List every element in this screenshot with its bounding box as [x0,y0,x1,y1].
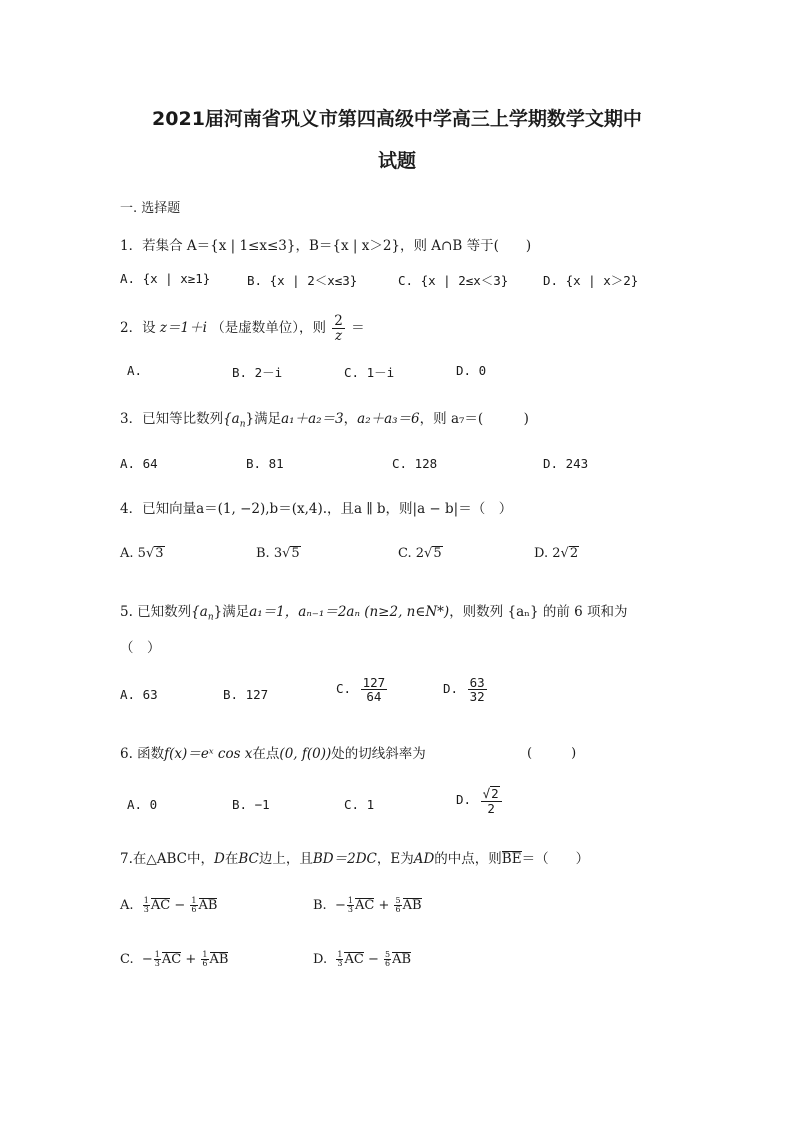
q2-frac-num: 2 [334,313,343,329]
q4-d-coef: 2 [552,546,561,561]
q4-parallel: a ∥ b [354,501,386,517]
section-heading: 一. 选择题 [120,201,181,216]
q1-option-a: A. {x | x≥1} [120,271,211,286]
q6-func: f(x)＝eˣ cos x [164,746,253,762]
q4-b-letter: B. [256,546,270,561]
q2-note: （是虚数单位），则 [211,320,326,337]
q5-b-letter: B. [223,687,239,702]
q1-option-c: C. {x | 2≤x＜3} [398,273,509,288]
q3-ask: ，则 a₇＝( ) [419,411,529,427]
q7-c-n1: 1 [154,950,160,959]
question-1-stem: 1．若集合 A＝{x | 1≤x≤3}，B＝{x | x＞2}，则 A∩B 等于( ) [120,238,532,254]
q5-seq-a: {a [191,604,208,620]
q7-p7: AD [413,851,435,867]
q5-option-a [120,687,158,702]
q4-b-radicand: 5 [291,546,300,561]
q7-b-vec2: AB [402,898,422,913]
q4-c-radicand: 5 [433,546,442,561]
q6-a-value: 0 [149,797,158,812]
q7-a-op: − [174,898,186,913]
q2-z-def: z＝1＋i [159,320,207,337]
q2-option-a: A. [127,363,143,378]
q6-ask: 处的切线斜率为 [331,746,426,762]
q7-b-letter: B. [313,898,327,913]
q6-option-b [232,797,270,812]
q7-b-frac1 [347,897,354,914]
q5-seq [191,604,223,623]
q5-option-c [336,676,389,703]
q7-b-n2: 5 [395,896,401,905]
question-7-stem [120,847,589,867]
q3-seq-close: } [245,411,255,427]
q6-option-c [344,797,374,812]
q7-option-c [120,951,228,968]
q3-c2: a₂＋a₃＝6 [357,411,420,427]
q5-cond: 满足 [222,604,250,620]
q4-option-d: D. 2√2 [534,546,579,561]
page-title: 2021届河南省巩义市第四高级中学高三上学期数学文期中 [152,108,642,130]
q6-option-d [456,786,504,815]
q6-mid: 在点 [252,746,280,762]
q7-d-vec2: AB [392,952,412,967]
q7-c-n2: 1 [202,950,208,959]
q7-c-d1: 3 [154,959,160,968]
q2-frac-den: z [335,328,343,345]
q5-c1: a₁＝1， [249,604,299,620]
q4-a-radicand: 3 [155,546,164,561]
q4-option-a: A. 5√3 [120,546,164,561]
q7-d-d1: 3 [337,959,343,968]
q4-a-value: a＝(1, −2), [196,501,270,517]
q5-a-letter: A. [120,687,136,702]
q5-seq-sub: n [207,612,214,623]
q7-p5: BD＝2DC [312,851,377,867]
q6-d-radicand: 2 [491,786,499,801]
q7-a-frac1 [143,897,150,914]
q2-fraction [332,314,345,343]
question-2-stem [120,314,365,343]
q6-answer-paren: ( ) [527,746,577,761]
q7-a-n2: 1 [191,896,197,905]
q5-c-num: 127 [362,675,386,690]
q7-d-n2: 5 [384,950,391,959]
q2-option-b: B. 2－i [232,365,283,380]
q7-b-op: + [378,898,390,913]
q4-b-value: b＝(x,4). [269,501,328,517]
q3-option-b: B. 81 [246,456,284,471]
q4-a-letter: A. [120,546,134,561]
q5-c-letter: C. [336,681,352,697]
q7-a-vec1: AC [150,898,171,913]
q7-c-vec2: AB [209,952,229,967]
page-title-line2: 试题 [377,150,416,172]
q6-d-den: 2 [487,800,495,816]
q3-option-d: D. 243 [543,456,589,471]
q5-option-b [223,687,268,702]
q3-c1: a₁＋a₂＝3 [281,411,344,427]
q7-b-vec1: AC [354,898,375,913]
q6-d-fraction [481,786,502,815]
q5-d-letter: D. [443,681,459,697]
q2-option-d: D. 0 [456,363,487,378]
q6-b-value: −1 [254,797,270,812]
q4-option-b: B. 3√5 [256,546,300,561]
question-6-stem [120,742,426,762]
q5-answer-paren: （ ） [120,640,161,656]
q7-b-d1: 3 [347,905,353,914]
q6-a-letter: A. [127,797,143,812]
q5-d-fraction [468,676,487,703]
q6-point: (0, f(0)) [279,746,332,762]
q5-ask: ，则数列 {aₙ} 的前 6 项和为 [449,604,628,620]
q3-seq-a: {a [223,411,240,427]
question-3-stem: 3．已知等比数列$\{a_n\}$满足a₁＋a₂＝3，a₂＋a₃＝6，则 a₇＝( ) [120,411,529,430]
q1-option-b: B. {x | 2＜x≤3} [247,273,358,288]
q6-option-a [127,797,157,812]
q4-option-c: C. 2√5 [398,546,442,561]
q7-c-vec1: AC [161,952,182,967]
q7-option-a [120,897,217,914]
q2-option-c: C. 1－i [344,365,395,380]
q2-eq: ＝ [351,320,365,337]
q3-seq [223,411,255,430]
q2-number: 2．设 [120,320,156,337]
q5-a-value: 63 [142,687,158,702]
q3-seq-sub: n [239,419,246,430]
q7-option-b [313,897,422,914]
question-5-stem [120,600,628,623]
q4-d-radicand: 2 [569,546,579,561]
q7-d-letter: D. [313,952,328,967]
q7-d-frac2 [384,951,391,968]
q3-option-c: C. 128 [392,456,438,471]
q7-d-d2: 6 [384,959,391,968]
q7-d-op: − [367,952,379,967]
q7-b-sign: − [334,898,346,913]
q7-a-vec2: AB [198,898,218,913]
q4-mid: ，且 [327,501,355,517]
q7-b-frac2 [394,897,401,914]
q3-lead: 3．已知等比数列 [120,411,224,427]
q6-d-letter: D. [456,791,472,807]
q5-c-fraction [361,676,388,703]
q1-option-d: D. {x | x＞2} [543,273,639,288]
q7-vector-be: BE [501,851,522,867]
q4-ask-post: ＝（ ） [458,501,513,517]
q4-ask-pre: ，则 [385,501,413,517]
q3-cond: 满足 [254,411,282,427]
q5-d-den: 32 [469,689,485,705]
q7-p3: BC [238,851,259,867]
q7-p6: ，E为 [376,851,414,867]
q7-p1: D [214,851,225,867]
q4-a-coef: 5 [137,546,146,561]
q5-d-num: 63 [469,675,485,690]
q7-a-frac2 [190,897,197,914]
q6-d-num: √2 [481,786,502,802]
q7-a-d2: 6 [191,905,197,914]
question-4-stem [120,497,512,517]
q7-a-d1: 3 [143,905,149,914]
q7-d-vec1: AC [344,952,364,967]
q6-c-value: 1 [366,797,375,812]
q5-c2: aₙ₋₁＝2aₙ (n≥2, n∈N*) [298,604,450,620]
q6-lead: 6. 函数 [120,746,165,762]
q5-c-den: 64 [366,689,382,705]
q7-lead: 7.在△ABC中， [120,851,215,867]
q7-c-frac1 [154,951,161,968]
q4-abs: |a − b| [412,501,459,517]
q5-seq-close: } [213,604,223,620]
q3-option-a: A. 64 [120,456,158,471]
q7-d-n1: 1 [337,950,343,959]
q7-b-n1: 1 [347,896,353,905]
q7-c-letter: C. [120,952,134,967]
q5-b-value: 127 [245,687,269,702]
q7-b-d2: 6 [395,905,401,914]
q7-c-op: + [185,952,197,967]
q4-c-letter: C. [398,546,412,561]
q7-p10: ＝（ ） [521,851,590,867]
q7-c-sign: − [141,952,153,967]
q7-p4: 边上，且 [258,851,313,867]
q7-p8: 的中点，则 [434,851,502,867]
q7-c-d2: 6 [202,959,208,968]
q6-c-letter: C. [344,797,360,812]
q7-c-frac2 [201,951,208,968]
q7-a-letter: A. [120,898,134,913]
q7-a-n1: 1 [143,896,149,905]
q5-lead: 5. 已知数列 [120,604,192,620]
q7-d-frac1 [336,951,343,968]
q4-b-coef: 3 [273,546,283,561]
q5-option-d [443,676,489,703]
q7-option-d [313,951,411,968]
q4-c-coef: 2 [415,546,425,561]
q7-p2: 在 [224,851,239,867]
q4-lead: 4．已知向量 [120,501,197,517]
q4-d-letter: D. [534,546,549,561]
q6-b-letter: B. [232,797,248,812]
